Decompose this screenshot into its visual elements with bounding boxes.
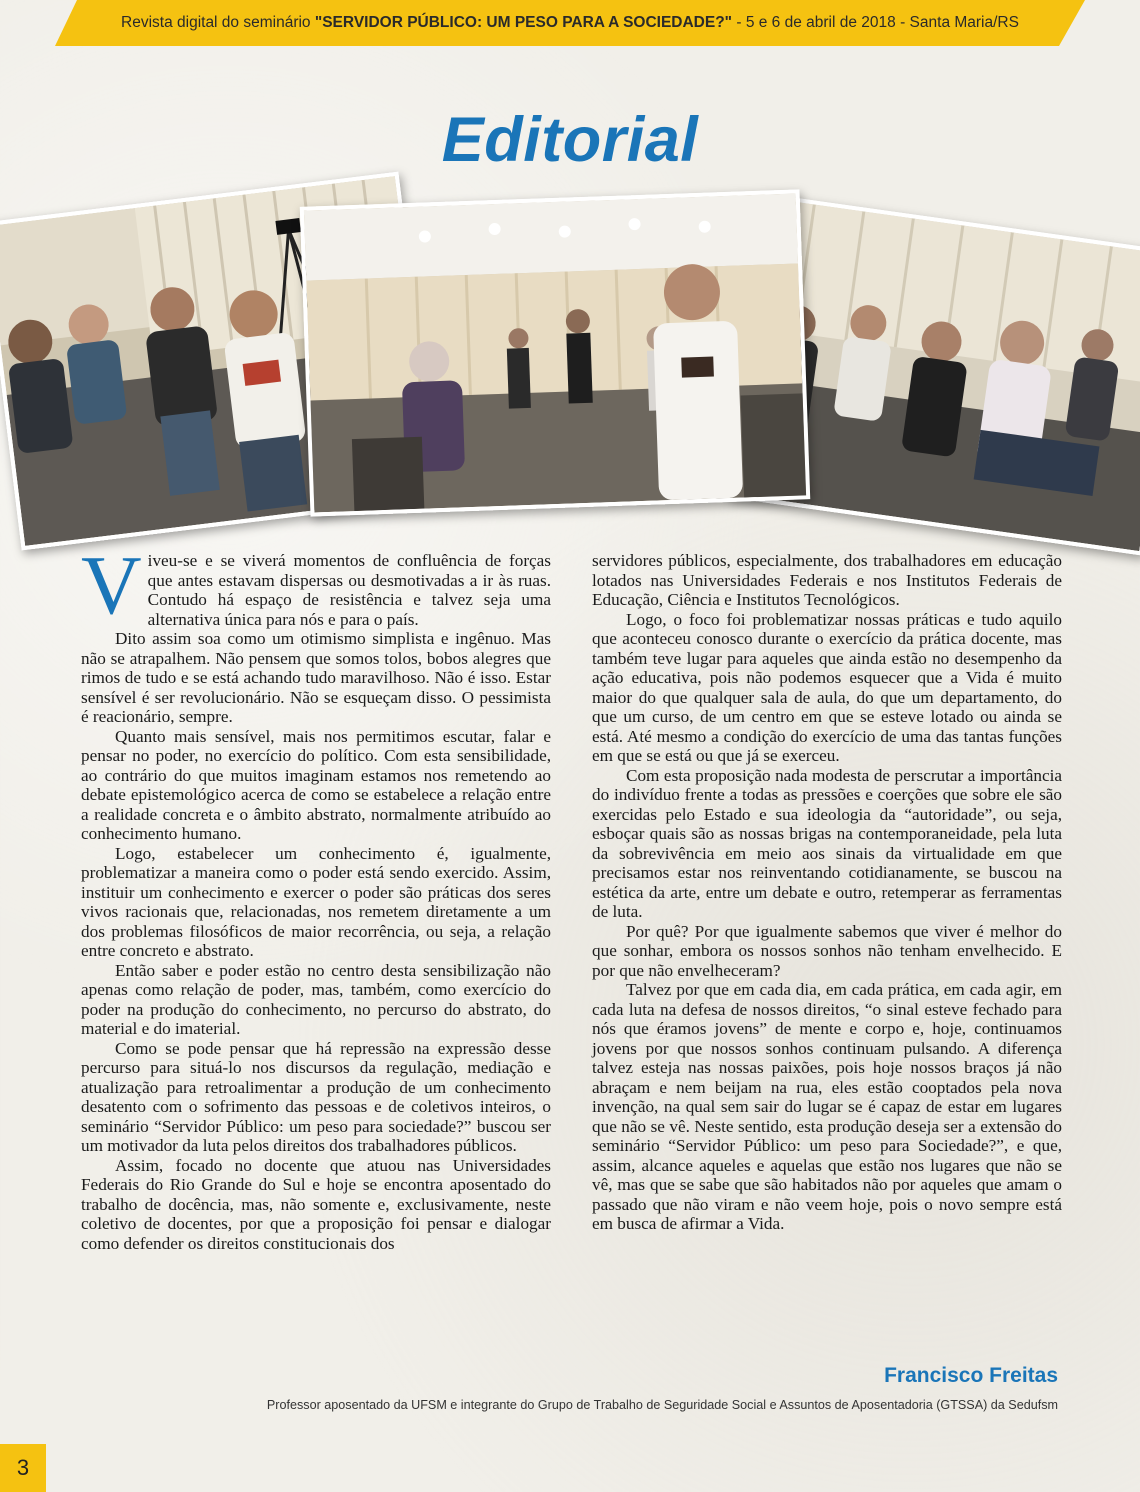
author-name: Francisco Freitas <box>884 1364 1058 1387</box>
drop-cap: V <box>81 539 142 632</box>
article-paragraph: Então saber e poder estão no centro desta sensibilização não apenas como relação de poder, mas, também, como exercício do poder na produção do conhecimento, no percurso do abstrato, do material e do imaterial. <box>81 960 551 1038</box>
header-prefix: Revista digital do seminário <box>121 14 311 31</box>
article-paragraph: Viveu-se e se viverá momentos de confluência de forças que antes estavam dispersas ou desmotivadas a ir às ruas. Contudo há espaço de resistência e talvez seja uma alternativa única para nós e para o país. <box>81 539 551 632</box>
page-number: 3 <box>0 1444 46 1492</box>
article-paragraph: Talvez por que em cada dia, em cada prática, em cada agir, em cada luta na defesa de nossos direitos, “o sinal esteve fechado para nós que éramos jovens” de mente e corpo e, hoje, continuamos jovens por que nossos sonhos continuam pulsando. A diferença talvez esteja nas nossas paixões, pois hoje nossos braços já não abraçam e nem beijam na rua, eles estão cooptados pela nova invenção, na qual sem sair do lugar se é capaz de estar em lugares que não se vê. Neste sentido, esta produção deseja ser a extensão do seminário “Servidor Público: um peso para Sociedade?”, e que, assim, alcance aqueles e aquelas que estão nos lugares que não se vê, mas que se sabe que são habitados não por aqueles que amam o passado que não viram e não veem hoje, pois o novo sempre está em busca de afirmar a Vida. <box>592 980 1062 1233</box>
header-highlight: "SERVIDOR PÚBLICO: UM PESO PARA A SOCIEDADE?" <box>314 14 733 31</box>
article-paragraph: servidores públicos, especialmente, dos trabalhadores em educação lotados nas Universidades Federais e nos Institutos Federais de Educação, Ciência e Institutos Tecnológicos. <box>592 551 1062 609</box>
page-title: Editorial <box>441 105 699 175</box>
article-paragraph: Assim, focado no docente que atuou nas Universidades Federais do Rio Grande do Sul e hoje se encontra aposentado do trabalho de docência, mas, não somente e, exclusivamente, neste coletivo de docentes, por que a proposição foi pensar e dialogar como defender os direitos constitucionais dos <box>81 1155 551 1253</box>
article-paragraph: Quanto mais sensível, mais nos permitimos escutar, falar e pensar no poder, no exercício do político. Com esta sensibilidade, ao contrário do que muitos imaginam estamos nos remetendo ao debate epistemológico acerca de como se estabelece a relação entre a realidade concreta e o âmbito abstrato, normalmente atribuído ao conhecimento humano. <box>81 726 551 843</box>
header-suffix: - 5 e 6 de abril de 2018 - Santa Maria/RS <box>736 14 1019 31</box>
article-paragraph: Logo, o foco foi problematizar nossas práticas e tudo aquilo que aconteceu conosco durante o exercício da prática docente, mas também teve lugar para aqueles que ainda estão no desempenho da ação educativa, pois não podemos esquecer que a Vida é muito maior do que qualquer sala de aula, do que um departamento, do que um curso, de um centro em que se esteve lotado ou ainda se está. Até mesmo a condição do exercício de uma das tantas funções em que se está ou que já se exerceu. <box>592 609 1062 765</box>
article-column-right <box>592 551 1062 1234</box>
author-affiliation: Professor aposentado da UFSM e integrante do Grupo de Trabalho de Seguridade Social e Assuntos de Aposentadoria (GTSSA) da Sedufsm <box>266 1398 1058 1412</box>
header-text <box>55 0 1085 46</box>
article-paragraph: Como se pode pensar que há repressão na expressão desse percurso para situá-lo nos discursos da regulação, mediação e atualização para retroalimentar a produção de um conhecimento desatento com o sofrimento das pessoas e de coletivos inteiros, o seminário “Servidor Público: um peso para sociedade?” buscou ser um motivador da luta pelos direitos dos trabalhadores públicos. <box>81 1038 551 1155</box>
event-photo-center <box>300 189 811 516</box>
article-paragraph: Por quê? Por que igualmente sabemos que viver é melhor do que sonhar, embora os nossos sonhos não tenham envelhecido. E por que não envelheceram? <box>592 921 1062 980</box>
article-paragraph: Logo, estabelecer um conhecimento é, igualmente, problematizar a maneira como o poder está sendo exercido. Assim, instituir um conhecimento e exercer o poder são práticas dos seres vivos racionais que, relacionadas, nos remetem diretamente a um dos problemas filosóficos de maior recorrência, ou seja, a relação entre concreto e abstrato. <box>81 843 551 960</box>
article-paragraph: Dito assim soa como um otimismo simplista e ingênuo. Mas não se atrapalhem. Não pensem que somos tolos, bobos alegres que rimos de tudo e se está achando tudo maravilhoso. Não é isso. Estar sensível é ser revolucionário. Não se esqueçam disso. O pessimista é reacionário, sempre. <box>81 629 551 726</box>
article-paragraph: Com esta proposição nada modesta de perscrutar a importância do indivíduo frente a todas as pressões e coerções que sobre ele são exercidas pelo Estado e sua ideologia da “autoridade”, ou seja, esboçar quais são as nossas brigas na contemporaneidade, pela luta da sobrevivência em meio aos sinais da virtualidade em que precisamos estar nos reinventando cotidianamente, se buscou na estética da arte, entre um debate e outro, retemperar as ferramentas de luta. <box>592 765 1062 921</box>
article-column-left <box>81 539 551 1253</box>
